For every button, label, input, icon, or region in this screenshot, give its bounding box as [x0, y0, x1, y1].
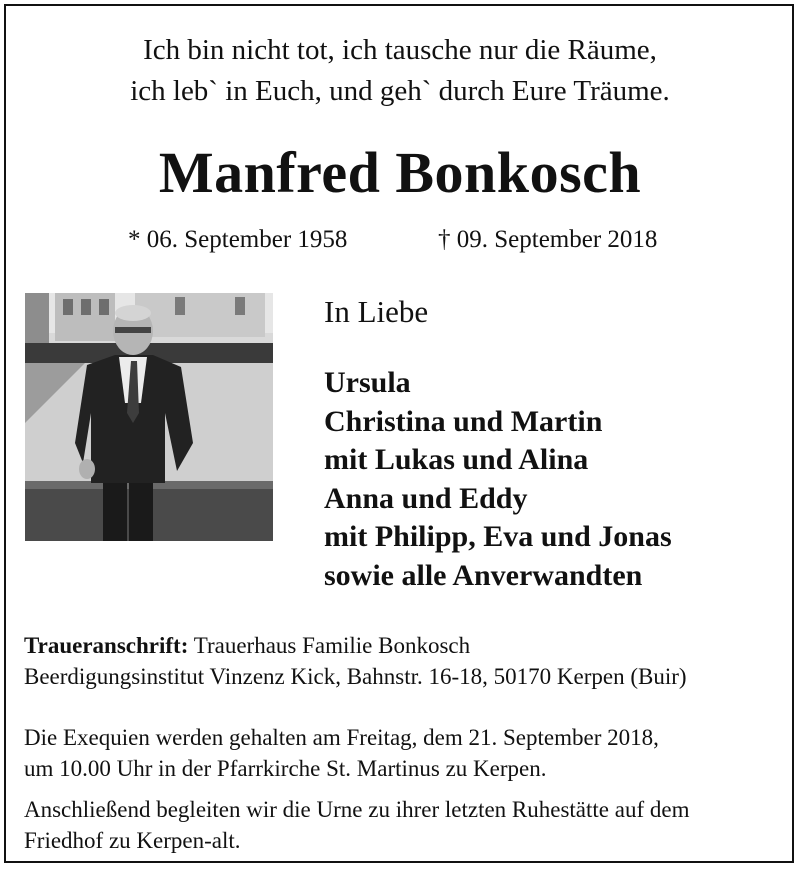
- burial-line-1: Anschließend begleiten wir die Urne zu ihrer letzten Ruhestätte auf dem: [24, 797, 690, 822]
- quote-line-2: ich leb` in Euch, und geh` durch Eure Träume.: [130, 75, 670, 107]
- mourner-line: Anna und Eddy: [324, 481, 528, 515]
- quote-line-1: Ich bin nicht tot, ich tausche nur die Räume,: [143, 34, 657, 66]
- mourner-line: Ursula: [324, 366, 411, 399]
- mourners-intro: In Liebe: [324, 294, 429, 329]
- mourner-line: sowie alle Anverwandten: [324, 558, 643, 592]
- deceased-name: Manfred Bonkosch: [158, 140, 642, 205]
- burial-info: [24, 794, 784, 856]
- mourners-list: [324, 364, 672, 596]
- mourning-address: [24, 630, 784, 692]
- burial-line-2: Friedhof zu Kerpen-alt.: [24, 828, 241, 853]
- service-line-2: um 10.00 Uhr in der Pfarrkirche St. Martinus zu Kerpen.: [24, 756, 547, 781]
- mourner-line: Christina und Martin: [324, 404, 603, 438]
- mourner-line: mit Philipp, Eva und Jonas: [324, 520, 672, 554]
- mourner-line: mit Lukas und Alina: [324, 443, 589, 477]
- portrait-photo: [25, 293, 273, 541]
- address-line-1: [24, 630, 784, 661]
- death-date: † 09. September 2018: [438, 226, 658, 253]
- memorial-quote: [0, 30, 800, 112]
- address-line-2: Beerdigungsinstitut Vinzenz Kick, Bahnstr. 16-18, 50170 Kerpen (Buir): [24, 664, 687, 689]
- address-label: Traueranschrift:: [24, 633, 189, 658]
- service-info: [24, 722, 784, 784]
- address-house: Trauerhaus Familie Bonkosch: [193, 633, 471, 658]
- birth-date: * 06. September 1958: [128, 226, 348, 253]
- service-line-1: Die Exequien werden gehalten am Freitag, dem 21. September 2018,: [24, 725, 659, 750]
